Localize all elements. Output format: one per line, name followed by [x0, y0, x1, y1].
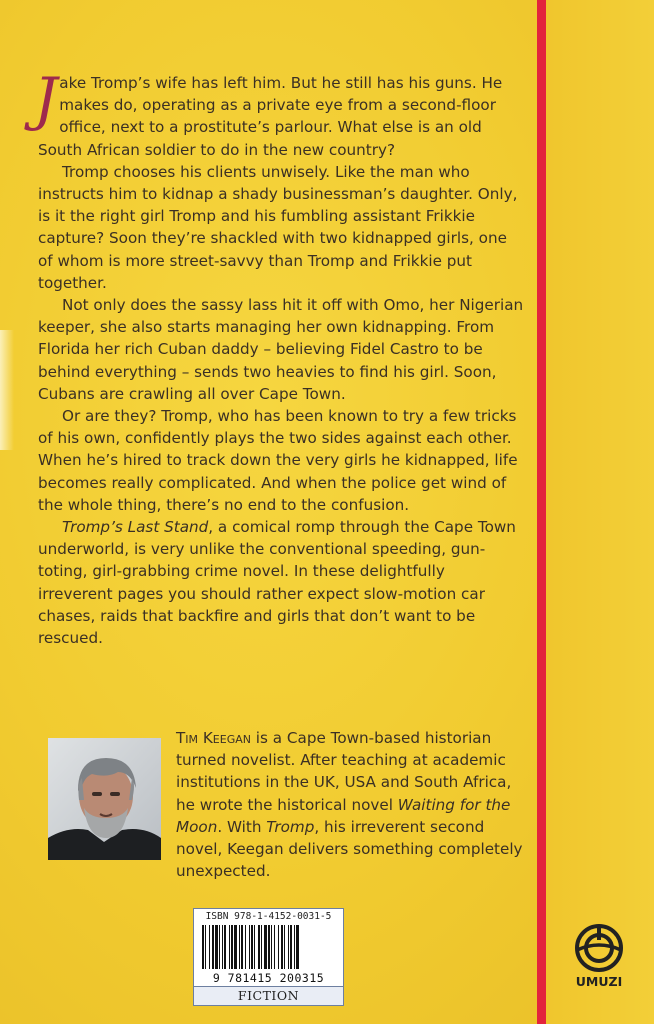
author-bio-text-c: , his irreverent second novel, Keegan delivers something completely unexpected.: [176, 817, 523, 881]
author-portrait-image: [48, 738, 161, 860]
blurb-p5-text: , a comical romp through the Cape Town underworld, is very unlike the conventional speeding, gun-toting, girl-grabbing crime novel. In these delightfully irreverent pages you should rather expect slow-motion car chases, raids that backfire and girls that don’t want to be rescued.: [38, 518, 516, 648]
novel-title: Tromp: [266, 817, 315, 836]
author-bio: [176, 727, 526, 882]
barcode-number: 9 781415 200315: [212, 971, 325, 985]
author-bio-text-b: . With: [217, 817, 267, 836]
author-bio-text-a: is a Cape Town-based historian turned novelist. After teaching at academic institutions in the UK, USA and South Africa, he wrote the historical novel: [176, 729, 512, 814]
category-label: FICTION: [194, 986, 343, 1005]
book-title-italic: Tromp’s Last Stand: [62, 518, 209, 537]
drop-cap: J: [34, 65, 58, 133]
author-photo: [48, 738, 161, 860]
prior-book-title: Waiting for the Moon: [176, 795, 511, 836]
blurb-text: [34, 65, 524, 649]
blurb-paragraph-2: Tromp chooses his clients unwisely. Like the man who instructs him to kidnap a shady businessman’s daughter. Only, is it the right girl Tromp and his fumbling assistant Frikkie capture? Soon they’re shackled with two kidnapped girls, one of whom is more street-savvy than Tromp and Frikkie put together.: [38, 162, 518, 292]
isbn-label: ISBN 978-1-4152-0031-5: [205, 911, 332, 922]
author-name: Tim Keegan: [176, 729, 251, 747]
blurb-paragraph-5: [38, 516, 524, 649]
barcode-bars: [194, 925, 343, 971]
publisher-logo: [571, 922, 627, 994]
red-spine-stripe: [537, 0, 546, 1024]
blurb-paragraph-4: Or are they? Tromp, who has been known to try a few tricks of his own, confidently plays the two sides against each other. When he’s hired to track down the very girls he kidnapped, life becomes really complicated. And when the police get wind of the whole thing, there’s no end to the confusion.: [38, 407, 518, 514]
publisher-name: UMUZI: [575, 974, 623, 989]
barcode-label: [193, 908, 344, 1006]
blurb-paragraph-3: Not only does the sassy lass hit it off with Omo, her Nigerian keeper, she also starts managing her own kidnapping. From Florida her rich Cuban daddy – believing Fidel Castro to be behind everything – sends two heavies to find his girl. Soon, Cubans are crawling all over Cape Town.: [38, 296, 524, 403]
cover-wear-mark: [0, 330, 14, 450]
blurb-paragraph-1: [34, 65, 524, 161]
author-bio-paragraph: [176, 727, 526, 882]
blurb-p1-text: ake Tromp’s wife has left him. But he still has his guns. He makes do, operating as a private eye from a second-floor office, next to a prostitute’s parlour. What else is an old South African soldier to do in the new country?: [38, 74, 503, 159]
umuzi-logo-icon: [571, 922, 627, 974]
right-cover-panel: [546, 0, 654, 1024]
